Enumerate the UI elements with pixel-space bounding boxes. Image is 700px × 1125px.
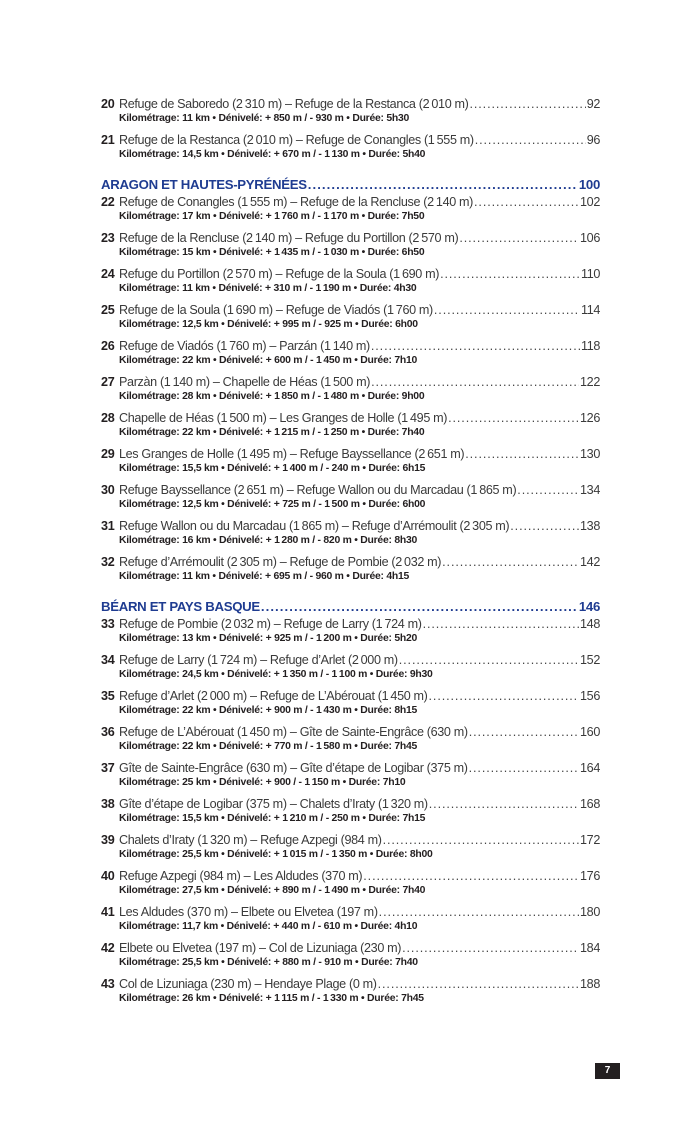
stage-route: Refuge Azpegi (984 m) – Les Aldudes (370 m) xyxy=(119,869,363,883)
leader-dots xyxy=(459,230,579,246)
toc-entry-line xyxy=(101,904,600,920)
stage-route: Elbete ou Elvetea (197 m) – Col de Lizuniaga (230 m) xyxy=(119,941,402,955)
toc-entry-line xyxy=(101,976,600,992)
stage-page-number: 148 xyxy=(580,617,600,631)
toc-entry-line xyxy=(101,266,600,282)
toc-entry-line xyxy=(101,302,600,318)
stage-stats: Kilométrage: 24,5 km • Dénivelé: + 1 350 m / - 1 100 m • Durée: 9h30 xyxy=(119,669,433,680)
leader-dots xyxy=(469,760,579,776)
stage-page-number: 110 xyxy=(580,267,600,281)
leader-dots xyxy=(261,598,578,616)
stage-number: 30 xyxy=(101,483,115,497)
toc-entry xyxy=(101,940,600,969)
stage-stats: Kilométrage: 22 km • Dénivelé: + 770 m / - 1 580 m • Durée: 7h45 xyxy=(119,741,417,752)
section-title: ARAGON ET HAUTES-PYRÉNÉES xyxy=(101,177,307,192)
stage-route: Refuge de Saboredo (2 310 m) – Refuge de la Restanca (2 010 m) xyxy=(119,97,469,111)
toc-entry xyxy=(101,132,600,161)
stage-route: Refuge de la Rencluse (2 140 m) – Refuge du Portillon (2 570 m) xyxy=(119,231,459,245)
toc-entry xyxy=(101,266,600,295)
leader-dots xyxy=(469,724,579,740)
stage-stats: Kilométrage: 12,5 km • Dénivelé: + 995 m / - 925 m • Durée: 6h00 xyxy=(119,319,418,330)
stage-stats: Kilométrage: 11 km • Dénivelé: + 695 m / - 960 m • Durée: 4h15 xyxy=(119,571,410,582)
stage-page-number: 152 xyxy=(580,653,600,667)
leader-dots xyxy=(371,338,580,354)
toc-entry-line xyxy=(101,832,600,848)
toc-entry xyxy=(101,724,600,753)
toc-entry xyxy=(101,868,600,897)
stage-page-number: 114 xyxy=(580,303,600,317)
leader-dots xyxy=(379,904,579,920)
toc-entry-line xyxy=(101,338,600,354)
toc-entry xyxy=(101,616,600,645)
stage-stats: Kilométrage: 13 km • Dénivelé: + 925 m / - 1 200 m • Durée: 5h20 xyxy=(119,633,417,644)
leader-dots xyxy=(448,410,579,426)
leader-dots xyxy=(402,940,579,956)
toc-entry-line xyxy=(101,554,600,570)
stage-route: Refuge du Portillon (2 570 m) – Refuge de la Soula (1 690 m) xyxy=(119,267,440,281)
stage-route: Refuge d’Arlet (2 000 m) – Refuge de L’Abérouat (1 450 m) xyxy=(119,689,428,703)
stage-stats: Kilométrage: 11 km • Dénivelé: + 310 m / - 1 190 m • Durée: 4h30 xyxy=(119,283,417,294)
stage-page-number: 138 xyxy=(580,519,600,533)
leader-dots xyxy=(442,554,579,570)
toc-entry-line xyxy=(101,724,600,740)
leader-dots xyxy=(469,96,585,112)
stage-route: Gîte de Sainte-Engrâce (630 m) – Gîte d’étape de Logibar (375 m) xyxy=(119,761,468,775)
stage-page-number: 96 xyxy=(586,133,600,147)
leader-dots xyxy=(474,194,579,210)
leader-dots xyxy=(475,132,586,148)
leader-dots xyxy=(440,266,580,282)
leader-dots xyxy=(363,868,579,884)
stage-stats: Kilométrage: 25,5 km • Dénivelé: + 880 m / - 910 m • Durée: 7h40 xyxy=(119,957,418,968)
stage-page-number: 142 xyxy=(580,555,600,569)
leader-dots xyxy=(383,832,579,848)
toc-entry-line xyxy=(101,652,600,668)
stage-route: Les Granges de Holle (1 495 m) – Refuge Bayssellance (2 651 m) xyxy=(119,447,465,461)
toc-entry-line xyxy=(101,132,600,148)
toc-entry xyxy=(101,796,600,825)
stage-route: Gîte d’étape de Logibar (375 m) – Chalets d’Iraty (1 320 m) xyxy=(119,797,428,811)
stage-page-number: 156 xyxy=(580,689,600,703)
stage-route: Parzàn (1 140 m) – Chapelle de Héas (1 500 m) xyxy=(119,375,371,389)
leader-dots xyxy=(510,518,579,534)
stage-page-number: 92 xyxy=(586,97,600,111)
toc-entry xyxy=(101,554,600,583)
page-number: 7 xyxy=(595,1063,620,1079)
stage-stats: Kilométrage: 22 km • Dénivelé: + 900 m / - 1 430 m • Durée: 8h15 xyxy=(119,705,417,716)
stage-page-number: 130 xyxy=(580,447,600,461)
stage-stats: Kilométrage: 16 km • Dénivelé: + 1 280 m / - 820 m • Durée: 8h30 xyxy=(119,535,417,546)
stage-page-number: 126 xyxy=(580,411,600,425)
stage-route: Refuge de Larry (1 724 m) – Refuge d’Arlet (2 000 m) xyxy=(119,653,398,667)
stage-route: Col de Lizuniaga (230 m) – Hendaye Plage (0 m) xyxy=(119,977,377,991)
stage-page-number: 176 xyxy=(580,869,600,883)
toc-entry-line xyxy=(101,616,600,632)
section-heading xyxy=(101,598,600,616)
toc-entry xyxy=(101,96,600,125)
toc-entry-line xyxy=(101,410,600,426)
toc-entry-line xyxy=(101,760,600,776)
stage-number: 32 xyxy=(101,555,115,569)
toc-entry-line xyxy=(101,482,600,498)
stage-stats: Kilométrage: 15,5 km • Dénivelé: + 1 210 m / - 250 m • Durée: 7h15 xyxy=(119,813,426,824)
toc-entry-line xyxy=(101,688,600,704)
stage-stats: Kilométrage: 25,5 km • Dénivelé: + 1 015 m / - 1 350 m • Durée: 8h00 xyxy=(119,849,433,860)
leader-dots xyxy=(308,176,578,194)
toc-entry xyxy=(101,230,600,259)
toc-entry xyxy=(101,482,600,511)
toc-entry-line xyxy=(101,446,600,462)
stage-stats: Kilométrage: 22 km • Dénivelé: + 1 215 m / - 1 250 m • Durée: 7h40 xyxy=(119,427,425,438)
stage-stats: Kilométrage: 14,5 km • Dénivelé: + 670 m / - 1 130 m • Durée: 5h40 xyxy=(119,149,426,160)
stage-stats: Kilométrage: 15,5 km • Dénivelé: + 1 400 m / - 240 m • Durée: 6h15 xyxy=(119,463,426,474)
stage-number: 28 xyxy=(101,411,115,425)
stage-number: 42 xyxy=(101,941,115,955)
toc-entry-line xyxy=(101,518,600,534)
stage-page-number: 122 xyxy=(580,375,600,389)
toc-entry xyxy=(101,518,600,547)
toc-entry xyxy=(101,374,600,403)
stage-route: Refuge de la Restanca (2 010 m) – Refuge de Conangles (1 555 m) xyxy=(119,133,474,147)
section-page-number: 146 xyxy=(578,599,600,614)
stage-page-number: 102 xyxy=(580,195,600,209)
stage-number: 26 xyxy=(101,339,115,353)
stage-stats: Kilométrage: 11,7 km • Dénivelé: + 440 m / - 610 m • Durée: 4h10 xyxy=(119,921,418,932)
stage-number: 21 xyxy=(101,133,115,147)
stage-page-number: 118 xyxy=(580,339,600,353)
toc-entry xyxy=(101,194,600,223)
stage-stats: Kilométrage: 26 km • Dénivelé: + 1 115 m / - 1 330 m • Durée: 7h45 xyxy=(119,993,424,1004)
toc-entry xyxy=(101,904,600,933)
toc-entry-line xyxy=(101,230,600,246)
stage-stats: Kilométrage: 27,5 km • Dénivelé: + 890 m / - 1 490 m • Durée: 7h40 xyxy=(119,885,426,896)
stage-stats: Kilométrage: 22 km • Dénivelé: + 600 m / - 1 450 m • Durée: 7h10 xyxy=(119,355,417,366)
toc-entry-line xyxy=(101,796,600,812)
stage-page-number: 172 xyxy=(580,833,600,847)
stage-route: Refuge de L’Abérouat (1 450 m) – Gîte de Sainte-Engrâce (630 m) xyxy=(119,725,468,739)
stage-number: 29 xyxy=(101,447,115,461)
stage-page-number: 106 xyxy=(580,231,600,245)
stage-route: Refuge de la Soula (1 690 m) – Refuge de Viadós (1 760 m) xyxy=(119,303,433,317)
stage-number: 24 xyxy=(101,267,115,281)
stage-route: Chalets d’Iraty (1 320 m) – Refuge Azpegi (984 m) xyxy=(119,833,382,847)
stage-stats: Kilométrage: 17 km • Dénivelé: + 1 760 m / - 1 170 m • Durée: 7h50 xyxy=(119,211,425,222)
stage-number: 22 xyxy=(101,195,115,209)
stage-number: 20 xyxy=(101,97,115,111)
stage-number: 33 xyxy=(101,617,115,631)
toc-entry-line xyxy=(101,868,600,884)
stage-page-number: 184 xyxy=(580,941,600,955)
stage-stats: Kilométrage: 25 km • Dénivelé: + 900 / - 1 150 m • Durée: 7h10 xyxy=(119,777,406,788)
toc-entry xyxy=(101,976,600,1005)
leader-dots xyxy=(423,616,579,632)
stage-number: 27 xyxy=(101,375,115,389)
toc-entry xyxy=(101,302,600,331)
toc-entry xyxy=(101,760,600,789)
stage-number: 38 xyxy=(101,797,115,811)
section-title: BÉARN ET PAYS BASQUE xyxy=(101,599,260,614)
stage-route: Refuge de Viadós (1 760 m) – Parzán (1 140 m) xyxy=(119,339,370,353)
stage-number: 25 xyxy=(101,303,115,317)
stage-page-number: 180 xyxy=(580,905,600,919)
stage-route: Les Aldudes (370 m) – Elbete ou Elvetea (197 m) xyxy=(119,905,378,919)
stage-page-number: 134 xyxy=(580,483,600,497)
stage-number: 36 xyxy=(101,725,115,739)
stage-number: 40 xyxy=(101,869,115,883)
stage-number: 43 xyxy=(101,977,115,991)
leader-dots xyxy=(517,482,579,498)
leader-dots xyxy=(434,302,580,318)
stage-stats: Kilométrage: 15 km • Dénivelé: + 1 435 m / - 1 030 m • Durée: 6h50 xyxy=(119,247,425,258)
stage-number: 23 xyxy=(101,231,115,245)
section-page-number: 100 xyxy=(578,177,600,192)
toc-entry-line xyxy=(101,96,600,112)
stage-number: 37 xyxy=(101,761,115,775)
stage-stats: Kilométrage: 11 km • Dénivelé: + 850 m / - 930 m • Durée: 5h30 xyxy=(119,113,410,124)
stage-page-number: 164 xyxy=(580,761,600,775)
leader-dots xyxy=(378,976,579,992)
section-heading xyxy=(101,176,600,194)
stage-stats: Kilométrage: 12,5 km • Dénivelé: + 725 m / - 1 500 m • Durée: 6h00 xyxy=(119,499,426,510)
stage-route: Refuge Wallon ou du Marcadau (1 865 m) – Refuge d’Arrémoulit (2 305 m) xyxy=(119,519,510,533)
toc-entry-line xyxy=(101,940,600,956)
stage-number: 34 xyxy=(101,653,115,667)
stage-route: Chapelle de Héas (1 500 m) – Les Granges de Holle (1 495 m) xyxy=(119,411,448,425)
stage-stats: Kilométrage: 28 km • Dénivelé: + 1 850 m / - 1 480 m • Durée: 9h00 xyxy=(119,391,425,402)
leader-dots xyxy=(371,374,579,390)
stage-page-number: 160 xyxy=(580,725,600,739)
stage-page-number: 168 xyxy=(580,797,600,811)
toc-entry xyxy=(101,338,600,367)
stage-number: 41 xyxy=(101,905,115,919)
stage-route: Refuge d’Arrémoulit (2 305 m) – Refuge de Pombie (2 032 m) xyxy=(119,555,442,569)
stage-number: 31 xyxy=(101,519,115,533)
toc-entry xyxy=(101,688,600,717)
leader-dots xyxy=(399,652,579,668)
table-of-contents xyxy=(101,96,600,1005)
stage-number: 39 xyxy=(101,833,115,847)
stage-route: Refuge de Pombie (2 032 m) – Refuge de Larry (1 724 m) xyxy=(119,617,422,631)
toc-entry-line xyxy=(101,194,600,210)
leader-dots xyxy=(429,688,580,704)
stage-number: 35 xyxy=(101,689,115,703)
leader-dots xyxy=(429,796,579,812)
toc-entry-line xyxy=(101,374,600,390)
stage-route: Refuge de Conangles (1 555 m) – Refuge de la Rencluse (2 140 m) xyxy=(119,195,474,209)
toc-entry xyxy=(101,832,600,861)
toc-entry xyxy=(101,446,600,475)
stage-page-number: 188 xyxy=(580,977,600,991)
toc-entry xyxy=(101,410,600,439)
leader-dots xyxy=(465,446,579,462)
stage-route: Refuge Bayssellance (2 651 m) – Refuge Wallon ou du Marcadau (1 865 m) xyxy=(119,483,517,497)
toc-entry xyxy=(101,652,600,681)
